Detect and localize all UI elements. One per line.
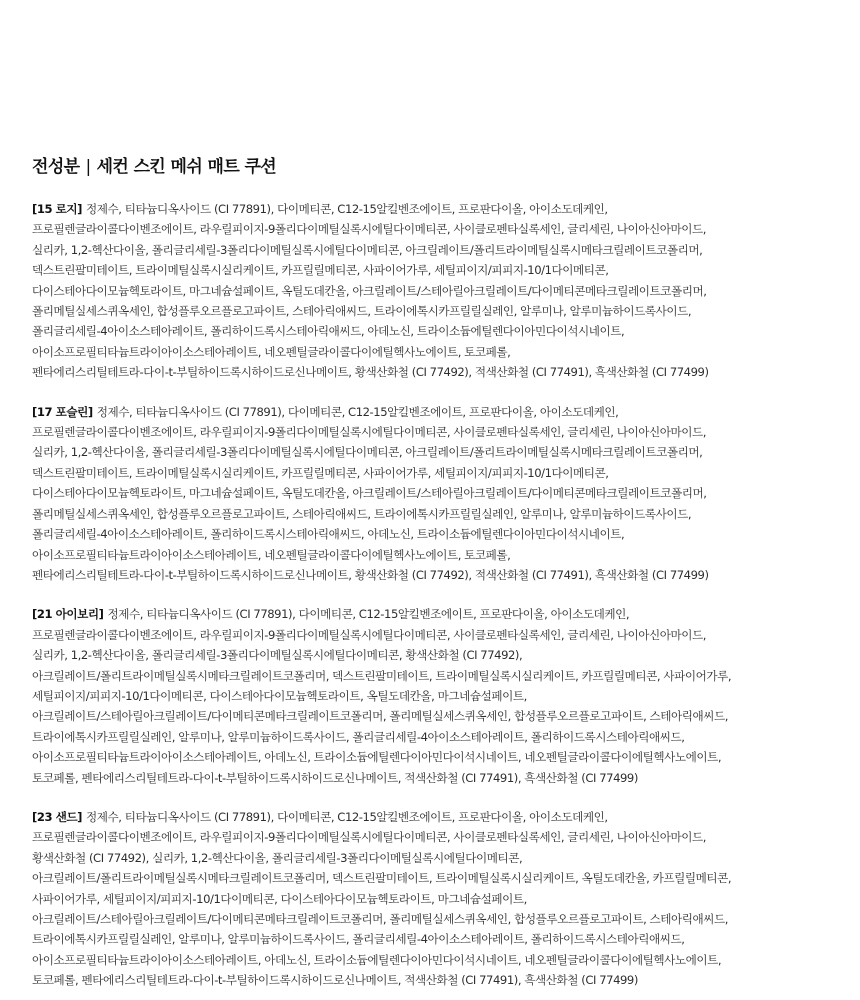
ingredient-line: 황색산화철 (CI 77492), 실리카, 1,2-헥산다이올, 폴리글리세릴-3폴리다이메틸실록시에틸다이메티콘, [32, 850, 523, 865]
ingredient-line: 사파이어가루, 세틸피이지/피피지-10/1다이메티콘, 다이스테아다이모늄헥토라이트, 마그네슘설페이트, [32, 891, 527, 906]
ingredient-line: 덱스트린팔미테이트, 트라이메틸실록시실리케이트, 카프릴릴메티콘, 사파이어가루, 세틸피이지/피피지-10/1다이메티콘, [32, 263, 609, 278]
ingredient-line: 토코페롤, 펜타에리스리틸테트라-다이-t-부틸하이드록시하이드로신나메이트, 적색산화철 (CI 77491), 흑색산화철 (CI 77499) [32, 770, 638, 785]
ingredient-line: 덱스트린팔미테이트, 트라이메틸실록시실리케이트, 카프릴릴메티콘, 사파이어가루, 세틸피이지/피피지-10/1다이메티콘, [32, 465, 609, 480]
shade-label: [17 포슬린] [32, 404, 93, 419]
ingredient-line: [15 로지] 정제수, 티타늄디옥사이드 (CI 77891), 다이메티콘, C12-15알킬벤조에이트, 프로판다이올, 아이소도데케인, [32, 202, 608, 216]
title-prefix: 전성분 [32, 157, 80, 177]
ingredient-line: 아이소프로필티타늄트라이아이소스테아레이트, 아데노신, 트라이소듐에틸렌다이아민다이석시네이트, 네오펜틸글라이콜다이에틸헥사노에이트, [32, 952, 722, 967]
title-separator: | [85, 157, 91, 177]
ingredient-line: 아이소프로필티타늄트라이아이소스테아레이트, 네오펜틸글라이콜다이에틸헥사노에이트, 토코페롤, [32, 547, 511, 562]
ingredient-line: 프로필렌글라이콜다이벤조에이트, 라우릴피이지-9폴리다이메틸실록시에틸다이메티콘, 사이클로펜타실록세인, 글리세린, 나이아신아마이드, [32, 222, 707, 237]
ingredient-line: 프로필렌글라이콜다이벤조에이트, 라우릴피이지-9폴리다이메틸실록시에틸다이메티콘, 사이클로펜타실록세인, 글리세린, 나이아신아마이드, [32, 830, 707, 845]
shade-section-23 [32, 807, 840, 991]
ingredient-line: 폴리글리세릴-4아이소스테아레이트, 폴리하이드록시스테아릭애씨드, 아데노신, 트라이소듐에틸렌다이아민다이석시네이트, [32, 527, 625, 542]
page-title [32, 152, 840, 177]
ingredient-line: 토코페롤, 펜타에리스리틸테트라-다이-t-부틸하이드록시하이드로신나메이트, 적색산화철 (CI 77491), 흑색산화철 (CI 77499) [32, 973, 638, 988]
ingredient-line: 폴리메틸실세스퀴옥세인, 합성플루오르플로고파이트, 스테아릭애씨드, 트라이에톡시카프릴릴실레인, 알루미나, 알루미늄하이드록사이드, [32, 506, 692, 521]
ingredient-line: 아이소프로필티타늄트라이아이소스테아레이트, 네오펜틸글라이콜다이에틸헥사노에이트, 토코페롤, [32, 344, 511, 359]
ingredient-line: 프로필렌글라이콜다이벤조에이트, 라우릴피이지-9폴리다이메틸실록시에틸다이메티콘, 사이클로펜타실록세인, 글리세린, 나이아신아마이드, [32, 627, 707, 642]
ingredient-line: 펜타에리스리틸테트라-다이-t-부틸하이드록시하이드로신나메이트, 황색산화철 (CI 77492), 적색산화철 (CI 77491), 흑색산화철 (CI 77499) [32, 567, 709, 582]
ingredient-line: 실리카, 1,2-헥산다이올, 폴리글리세릴-3폴리다이메틸실록시에틸다이메티콘, 황색산화철 (CI 77492), [32, 648, 523, 663]
ingredient-line: 트라이에톡시카프릴릴실레인, 알루미나, 알루미늄하이드록사이드, 폴리글리세릴-4아이소스테아레이트, 폴리하이드록시스테아릭애씨드, [32, 729, 685, 744]
shade-section-15 [32, 199, 840, 383]
ingredient-line: 펜타에리스리틸테트라-다이-t-부틸하이드록시하이드로신나메이트, 황색산화철 (CI 77492), 적색산화철 (CI 77491), 흑색산화철 (CI 77499) [32, 365, 709, 380]
ingredient-line: 다이스테아다이모늄헥토라이트, 마그네슘설페이트, 옥틸도데칸올, 아크릴레이트/스테아릴아크릴레이트/다이메티콘메타크릴레이트코폴리머, [32, 486, 707, 501]
ingredient-line: [17 포슬린] 정제수, 티타늄디옥사이드 (CI 77891), 다이메티콘, C12-15알킬벤조에이트, 프로판다이올, 아이소도데케인, [32, 404, 619, 419]
ingredient-line: 트라이에톡시카프릴릴실레인, 알루미나, 알루미늄하이드록사이드, 폴리글리세릴-4아이소스테아레이트, 폴리하이드록시스테아릭애씨드, [32, 932, 685, 947]
ingredient-line: 실리카, 1,2-헥산다이올, 폴리글리세릴-3폴리다이메틸실록시에틸다이메티콘, 아크릴레이트/폴리트라이메틸실록시메타크릴레이트코폴리머, [32, 445, 703, 460]
ingredient-line: 다이스테아다이모늄헥토라이트, 마그네슘설페이트, 옥틸도데칸올, 아크릴레이트/스테아릴아크릴레이트/다이메티콘메타크릴레이트코폴리머, [32, 283, 707, 298]
shade-section-21 [32, 604, 840, 788]
ingredient-line: 아크릴레이트/폴리트라이메틸실록시메타크릴레이트코폴리머, 덱스트린팔미테이트, 트라이메틸실록시실리케이트, 옥틸도데칸올, 카프릴릴메티콘, [32, 871, 732, 886]
ingredient-line: 아이소프로필티타늄트라이아이소스테아레이트, 아데노신, 트라이소듐에틸렌다이아민다이석시네이트, 네오펜틸글라이콜다이에틸헥사노에이트, [32, 750, 722, 765]
title-product: 세컨 스킨 메쉬 매트 쿠션 [96, 157, 277, 177]
ingredient-line: [23 샌드] 정제수, 티타늄디옥사이드 (CI 77891), 다이메티콘, C12-15알킬벤조에이트, 프로판다이올, 아이소도데케인, [32, 809, 608, 824]
shade-label: [15 로지] [32, 202, 83, 216]
shade-label: [21 아이보리] [32, 607, 104, 622]
ingredient-line: 실리카, 1,2-헥산다이올, 폴리글리세릴-3폴리다이메틸실록시에틸다이메티콘, 아크릴레이트/폴리트라이메틸실록시메타크릴레이트코폴리머, [32, 242, 703, 257]
ingredient-line: 프로필렌글라이콜다이벤조에이트, 라우릴피이지-9폴리다이메틸실록시에틸다이메티콘, 사이클로펜타실록세인, 글리세린, 나이아신아마이드, [32, 425, 707, 440]
shade-section-17 [32, 402, 840, 586]
ingredient-line: [21 아이보리] 정제수, 티타늄디옥사이드 (CI 77891), 다이메티콘, C12-15알킬벤조에이트, 프로판다이올, 아이소도데케인, [32, 607, 630, 622]
ingredient-line: 폴리글리세릴-4아이소스테아레이트, 폴리하이드록시스테아릭애씨드, 아데노신, 트라이소듐에틸렌다이아민다이석시네이트, [32, 324, 625, 339]
ingredient-line: 폴리메틸실세스퀴옥세인, 합성플루오르플로고파이트, 스테아릭애씨드, 트라이에톡시카프릴릴실레인, 알루미나, 알루미늄하이드록사이드, [32, 304, 692, 319]
ingredient-line: 아크릴레이트/스테아릴아크릴레이트/다이메티콘메타크릴레이트코폴리머, 폴리메틸실세스퀴옥세인, 합성플루오르플로고파이트, 스테아릭애씨드, [32, 912, 729, 926]
shade-label: [23 샌드] [32, 809, 83, 824]
ingredient-line: 아크릴레이트/스테아릴아크릴레이트/다이메티콘메타크릴레이트코폴리머, 폴리메틸실세스퀴옥세인, 합성플루오르플로고파이트, 스테아릭애씨드, [32, 709, 729, 724]
ingredient-line: 세틸피이지/피피지-10/1다이메티콘, 다이스테아다이모늄헥토라이트, 옥틸도데칸올, 마그네슘설페이트, [32, 688, 527, 703]
ingredient-line: 아크릴레이트/폴리트라이메틸실록시메타크릴레이트코폴리머, 덱스트린팔미테이트, 트라이메틸실록시실리케이트, 카프릴릴메티콘, 사파이어가루, [32, 668, 732, 683]
